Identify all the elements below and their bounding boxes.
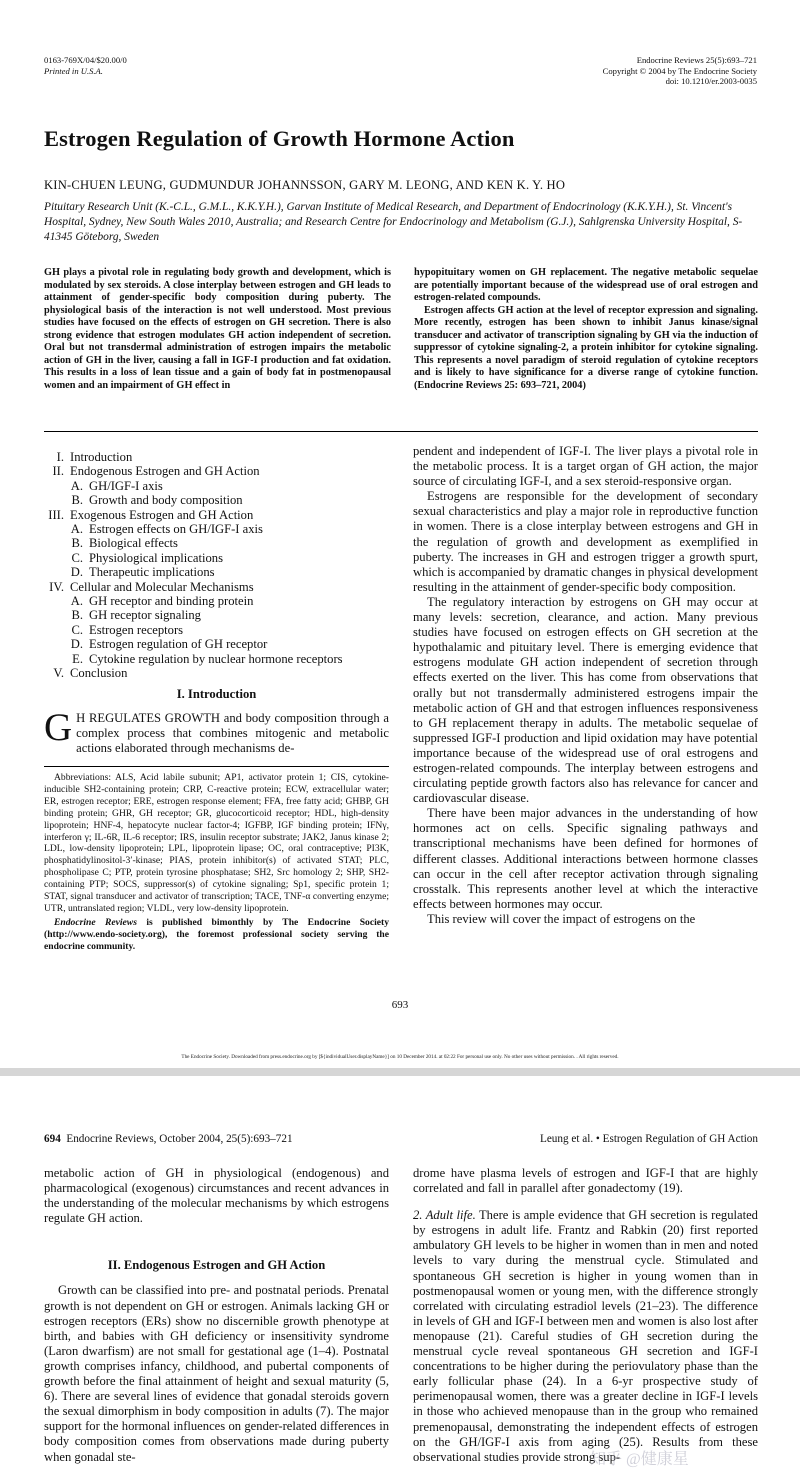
running-header-left (44, 1133, 293, 1145)
toc-item (44, 464, 394, 478)
affiliations: Pituitary Research Unit (K.-C.L., G.M.L., K.K.Y.H.), Garvan Institute of Medical Research, and Department of Endocrinology (K.K.Y.H.), St. Vincent's Hospital, Sydney, New South Wales 2010, Australia; and Research Centre for Endocrinology and Metabolism (G.J.), Sahlgrenska University Hospital, S-41345 Göteborg, Sweden (44, 201, 743, 243)
toc-number: C. (71, 622, 83, 637)
toc-item (44, 608, 394, 622)
paragraph: There have been major advances in the understanding of how hormones act on cells. Specific signaling pathways and transcriptional mechanisms have been defined for hormones of different classes. Additional interactions between hormone classes can occur in the cell after receptor activation through signaling crosstalk. This represents another level at which the interactive effects between hormones may occur. (413, 806, 758, 911)
toc-number: D. (70, 637, 83, 652)
abbreviations-footnote: Abbreviations: ALS, Acid labile subunit; AP1, activator protein 1; CIS, cytokine-inducible SH2-containing protein; CRP, C-reactive protein; ECW, extracellular water; ER, estrogen receptor; ERE, estrogen response element; FFA, free fatty acid; GHBP, GH binding protein; GHR, GH receptor; GR, glucocorticoid receptor; HDL, high-density lipoprotein; HNF-4, hepatocyte nuclear factor-4; IGFBP, IGF binding protein; IFNγ, interferon γ; IL-6R, IL-6 receptor; IRS, insulin receptor substrate; JAK2, Janus kinase 2; LDL, low-density lipoprotein; LPL, lipoprotein lipase; OC, oral contraceptive; PI3K, phosphatidylinositol-3′-kinase; PIAS, protein inhibitor(s) of activated STAT; PLC, phospholipase C; PTP, protein tyrosine phosphatase; SH2, Src homology 2; SHP, SH2-containing PTP; SOCS, suppressor(s) of cytokine signaling; Sp1, specific protein 1; STAT, signal transducer and activator of transcription; TACE, TNF-α converting enzyme; UTR, untranslated region; VLDL, very low-density lipoprotein. (44, 772, 389, 914)
toc-label: Therapeutic implications (89, 565, 215, 580)
running-header-right: Leung et al. • Estrogen Regulation of GH Action (540, 1133, 758, 1145)
toc-number: IV. (49, 579, 64, 594)
toc-item (44, 565, 394, 579)
abstract-left-column (44, 267, 391, 392)
toc-item (44, 637, 394, 651)
paragraph: This review will cover the impact of estrogens on the (427, 911, 696, 926)
toc-number: A. (70, 478, 83, 493)
toc-item (44, 623, 394, 637)
toc-label: GH/IGF-I axis (89, 478, 163, 493)
footnote-divider (44, 766, 389, 767)
paragraph: Estrogens are responsible for the development of secondary sexual characteristics and play a major role in reproductive function in women. There is a close interplay between estrogens and GH in the regulation of growth and development as exemplified in puberty. The increases in GH and estrogen trigger a growth spurt, which is accompanied by dramatic changes in physical development resulting in the attainment of gender-specific body composition. (413, 489, 758, 594)
toc-number: V. (53, 666, 64, 681)
toc-number: II. (52, 464, 64, 479)
toc-label: Introduction (70, 450, 133, 464)
journal-name: Endocrine Reviews (54, 916, 137, 928)
abstract-paragraph: hypopituitary women on GH replacement. The negative metabolic sequelae are potentially important because of the widespread use of oral estrogen and estrogen-related compounds. (414, 267, 758, 303)
toc-number: B. (71, 608, 83, 623)
footnotes (44, 772, 389, 953)
toc-label: Cellular and Molecular Mechanisms (70, 579, 254, 594)
toc-label: GH receptor signaling (89, 608, 201, 623)
section-heading-introduction: I. Introduction (176, 687, 257, 701)
toc-number: III. (48, 507, 64, 522)
toc-item (44, 594, 394, 608)
toc-item (44, 652, 394, 666)
toc-label: Growth and body composition (89, 493, 243, 508)
page-number: 694 (44, 1133, 61, 1145)
paragraph-text: There is ample evidence that GH secretion is regulated by estrogens in adult life. Frantz and Rabkin (20) first reported ambulatory GH levels to be higher in women than in men and noted levels to vary during the menstrual cycle. Stimulated and spontaneous GH secretion is higher in young women than in postmenopausal women or young men, with the difference strongly correlated with circulating estradiol levels (21–23). The difference in levels of GH and IGF-I between men and women is also lost after menopause (21). Careful studies of GH secretion during the menstrual cycle reveal spontaneous GH secretion and IGF-I concentrations to be higher during the periovulatory phase than the early follicular phase (24). In a 6-yr prospective study of perimenopausal women, there was a greater decline in IGF-I levels in those who achieved menopause than in the group who remained premenopausal, demonstrating the independent effects of estrogen on the GH/IGF-I axis from aging (25). Results from these observational studies provide strong sup- (413, 1208, 758, 1464)
page-number: 693 (391, 999, 409, 1011)
issn-line: 0163-769X/04/$20.00/0 (44, 55, 127, 65)
watermark: 知乎 @健康星 (590, 1451, 689, 1468)
toc-label: Biological effects (89, 536, 178, 551)
paragraph: drome have plasma levels of estrogen and IGF-I that are highly correlated and fall in parallel after gonadectomy (19). (413, 1166, 758, 1196)
journal-page-694 (0, 1076, 800, 1477)
table-of-contents (44, 450, 394, 681)
toc-number: E. (72, 651, 83, 666)
header-left (44, 55, 127, 76)
header-right (603, 55, 757, 87)
toc-item (44, 479, 394, 493)
publisher-note (44, 917, 389, 953)
abstract-divider (44, 431, 758, 432)
toc-number: B. (71, 536, 83, 551)
toc-item (44, 666, 394, 680)
right-column-text (413, 444, 758, 927)
toc-label: Conclusion (70, 666, 128, 681)
toc-item (44, 536, 394, 550)
toc-item (44, 522, 394, 536)
toc-item (44, 493, 394, 507)
download-note: The Endocrine Society. Downloaded from press.endocrine.org by [${individualUser.displayName}] on 10 December 2014. at 02:22 For personal use only. No other uses without permission. . All rights reserved. (181, 1054, 619, 1060)
toc-number: B. (71, 493, 83, 508)
toc-label: GH receptor and binding protein (89, 594, 254, 609)
article-title: Estrogen Regulation of Growth Hormone Action (44, 126, 515, 151)
toc-label: Physiological implications (89, 550, 223, 565)
abstract-right-column (414, 267, 758, 392)
toc-label: Estrogen regulation of GH receptor (89, 637, 268, 652)
paragraph: pendent and independent of IGF-I. The liver plays a pivotal role in the metabolic process. It is a target organ of GH action, the major source of circulating IGF-I, and a sex steroid-responsive organ. (413, 444, 758, 489)
introduction-text (44, 706, 389, 756)
printed-line: Printed in U.S.A. (44, 65, 103, 76)
toc-label: Endogenous Estrogen and GH Action (70, 464, 260, 479)
toc-number: C. (71, 550, 83, 565)
abstract-paragraph: Estrogen affects GH action at the level of receptor expression and signaling. More recently, estrogen has been shown to inhibit Janus kinase/signal transducer and activator of transcription signaling by GH via the induction of suppressor of cytokine signaling-2, a protein inhibitor for cytokine signaling. This represents a novel paradigm of steroid regulation of cytokine receptors and is likely to have significance for a diverse range of cytokine function. (Endocrine Reviews 25: 693–721, 2004) (414, 304, 758, 391)
toc-label: Estrogen effects on GH/IGF-I axis (89, 522, 263, 537)
toc-item (44, 450, 394, 464)
toc-item (44, 508, 394, 522)
toc-number: A. (70, 594, 83, 609)
paragraph: Growth can be classified into pre- and postnatal periods. Prenatal growth is not dependent on GH or estrogen. Animals lacking GH or estrogen receptors (ERs) show no discernible growth phenotype at birth, and babies with GH deficiency or insensitivity syndrome (Laron dwarfism) are not small for gestational age (1–4). Postnatal growth comprises infancy, childhood, and pubertal components of growth before the final attainment of height and sexual maturity (5, 6). There are several lines of evidence that gonadal steroids govern the sexual dimorphism in body composition in adults (7). The major support for the hormonal influences on gender-related differences in body composition comes from observations made during puberty when gonadal ste- (44, 1283, 389, 1464)
publisher-note-text: is published bimonthly by The Endocrine Society (http://www.endo-society.org), the foremost professional society serving the endocrine community. (44, 916, 390, 952)
abstract-paragraph: GH plays a pivotal role in regulating body growth and development, which is modulated by sex steroids. A close interplay between estrogen and GH leads to attainment of gender-specific body composition during puberty. The physiological basis of the interaction is not well understood. Most previous studies have focused on the effects of estrogen on GH secretion. There is also strong evidence that estrogen modulates GH action independent of secretion. Oral but not transdermal administration of estrogen impairs the metabolic action of GH in the liver, causing a fall in IGF-I production and fat oxidation. This results in a loss of lean tissue and a gain of body fat in postmenopausal women and an impairment of GH effect in (44, 267, 391, 391)
paragraph (413, 1208, 758, 1465)
toc-label: Exogenous Estrogen and GH Action (70, 507, 254, 522)
drop-cap: G (44, 706, 73, 749)
toc-number: I. (56, 450, 64, 464)
toc-label: Estrogen receptors (89, 622, 184, 637)
author-list: KIN-CHUEN LEUNG, GUDMUNDUR JOHANNSSON, GARY M. LEONG, AND KEN K. Y. HO (44, 178, 566, 192)
toc-label: Cytokine regulation by nuclear hormone receptors (89, 651, 343, 666)
copyright-line: Copyright © 2004 by The Endocrine Society (602, 65, 757, 76)
toc-item (44, 551, 394, 565)
journal-issue: Endocrine Reviews, October 2004, 25(5):693–721 (66, 1133, 293, 1145)
journal-citation: Endocrine Reviews 25(5):693–721 (636, 55, 757, 65)
left-column-text (44, 1166, 389, 1465)
paragraph: metabolic action of GH in physiological (endogenous) and pharmacological (exogenous) circumstances and recent advances in the understanding of the molecular mechanisms by which estrogens regulate GH action. (44, 1166, 389, 1226)
toc-item (44, 580, 394, 594)
introduction-opening: H REGULATES GROWTH and body composition through a complex process that combines mitogenic and metabolic actions elaborated through mechanisms de- (76, 711, 389, 756)
right-column-text (413, 1166, 758, 1465)
toc-number: A. (70, 522, 83, 537)
doi-line: doi: 10.1210/er.2003-0035 (665, 76, 757, 86)
toc-number: D. (70, 565, 83, 580)
paragraph: The regulatory interaction by estrogens on GH may occur at many levels: secretion, clearance, and action. Many previous studies have focused on estrogen effects on GH secretion at the hypothalamic and pituitary level. There is emerging evidence that estrogens modulate GH action independent of secretion through effects exerted on the liver. This has come from observations that orally but not transdermally administered estrogens impair the metabolic action of GH and that estrogen influences responsiveness to GH replacement therapy in adults. The metabolic sequelae of suppressed IGF-I production and lipid oxidation may have potential importance because of the widespread use of oral estrogens and estrogen-related compounds. The interplay between estrogens and circulating peptide growth factors also has relevance for cancer and cardiovascular disease. (413, 594, 758, 806)
section-heading-endogenous: II. Endogenous Estrogen and GH Action (107, 1258, 326, 1273)
subsection-heading-adult-life: 2. Adult life. (413, 1208, 476, 1223)
